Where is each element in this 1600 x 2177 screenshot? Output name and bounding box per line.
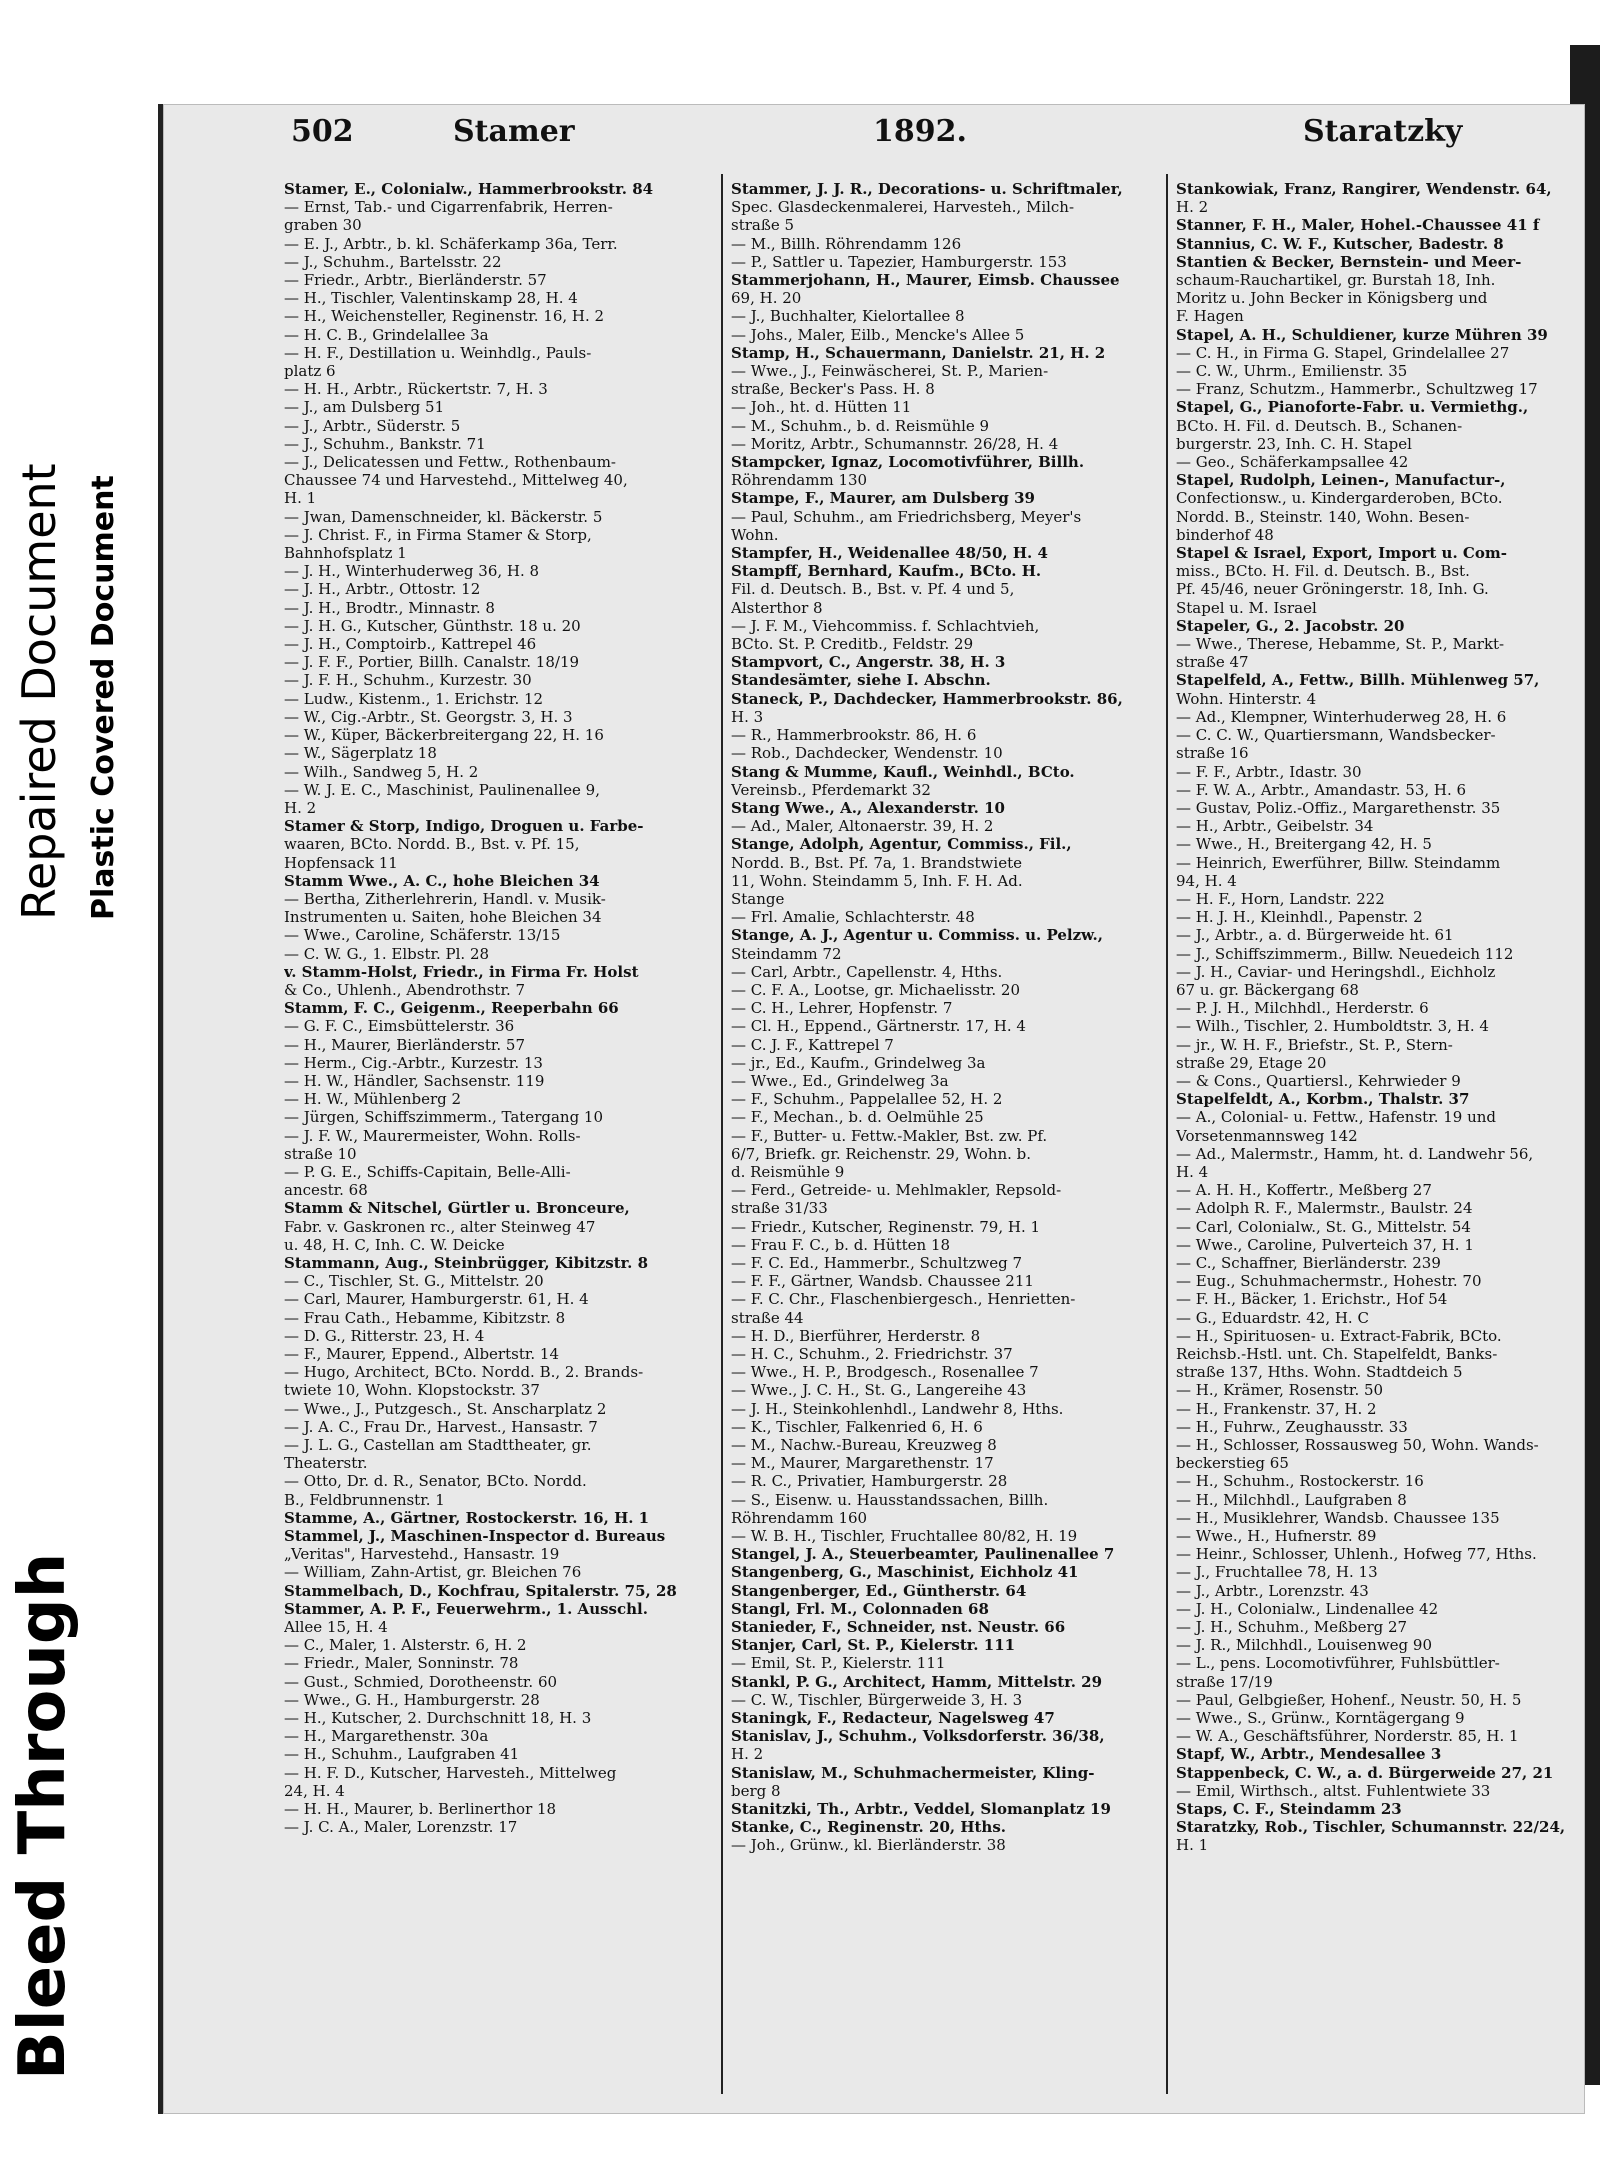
directory-entry: straße 16: [1176, 744, 1249, 763]
directory-entry: 24, H. 4: [284, 1781, 345, 1800]
directory-entry: — Rob., Dachdecker, Wendenstr. 10: [731, 744, 1003, 763]
directory-entry: Stamme, A., Gärtner, Rostockerstr. 16, H. 1: [284, 1508, 650, 1527]
directory-column-3: [1176, 180, 1585, 2110]
directory-entry: straße 5: [731, 216, 795, 235]
directory-entry: Stanjer, Carl, St. P., Kielerstr. 111: [731, 1636, 1016, 1655]
directory-entry: straße 10: [284, 1144, 357, 1163]
directory-entry: — J. H., Comptoirb., Kattrepel 46: [284, 635, 537, 654]
directory-entry: Stammelbach, D., Kochfrau, Spitalerstr. 75, 28: [284, 1581, 677, 1600]
directory-entry: — Herm., Cig.-Arbtr., Kurzestr. 13: [284, 1053, 543, 1072]
directory-entry: — H., Milchhdl., Laufgraben 8: [1176, 1490, 1407, 1509]
directory-entry: „Veritas", Harvestehd., Hansastr. 19: [284, 1545, 560, 1564]
directory-entry: — Frl. Amalie, Schlachterstr. 48: [731, 908, 975, 927]
directory-entry: Stankl, P. G., Architect, Hamm, Mittelstr. 29: [731, 1672, 1103, 1691]
directory-entry: Stapel, Rudolph, Leinen-, Manufactur-,: [1176, 471, 1506, 490]
directory-entry: — Wwe., S., Grünw., Korntägergang 9: [1176, 1709, 1465, 1728]
directory-entry: platz 6: [284, 362, 336, 381]
directory-entry: Chaussee 74 und Harvestehd., Mittelweg 40,: [284, 471, 628, 490]
directory-entry: — J. A. C., Frau Dr., Harvest., Hansastr. 7: [284, 1417, 598, 1436]
directory-entry: — jr., Ed., Kaufm., Grindelweg 3a: [731, 1053, 986, 1072]
header-last-name: Staratzky: [1303, 114, 1463, 149]
directory-entry: — J., Schuhm., Bartelsstr. 22: [284, 252, 502, 271]
directory-entry: Reichsb.-Hstl. unt. Ch. Stapelfeldt, Banks-: [1176, 1345, 1498, 1363]
directory-entry: — J. R., Milchhdl., Louisenweg 90: [1176, 1636, 1432, 1655]
directory-entry: & Co., Uhlenh., Abendrothstr. 7: [284, 980, 526, 999]
directory-entry: — H., Kutscher, 2. Durchschnitt 18, H. 3: [284, 1709, 592, 1728]
directory-entry: — F. F., Arbtr., Idastr. 30: [1176, 762, 1362, 781]
directory-entry: — C. W., Tischler, Bürgerweide 3, H. 3: [731, 1690, 1023, 1709]
directory-entry: Hopfensack 11: [284, 853, 398, 872]
directory-entry: Vorsetenmannsweg 142: [1176, 1126, 1358, 1145]
directory-entry: — Wwe., J. C. H., St. G., Langereihe 43: [731, 1381, 1027, 1400]
directory-entry: — Franz, Schutzm., Hammerbr., Schultzweg 17: [1176, 380, 1538, 399]
directory-entry: — P., Sattler u. Tapezier, Hamburgerstr. 153: [731, 252, 1067, 271]
directory-entry: — J., Schuhm., Bankstr. 71: [284, 434, 486, 453]
directory-entry: Stapel & Israel, Export, Import u. Com-: [1176, 544, 1507, 563]
directory-entry: — L., pens. Locomotivführer, Fuhlsbüttler-: [1176, 1654, 1500, 1673]
column-divider: [721, 174, 723, 2094]
directory-entry: Stampcker, Ignaz, Locomotivführer, Billh.: [731, 453, 1085, 472]
directory-entry: straße 29, Etage 20: [1176, 1053, 1327, 1072]
directory-entry: Stapelfeld, A., Fettw., Billh. Mühlenweg 57,: [1176, 671, 1540, 690]
directory-entry: straße 137, Hths. Wohn. Stadtdeich 5: [1176, 1363, 1463, 1382]
directory-entry: d. Reismühle 9: [731, 1162, 845, 1181]
directory-entry: — Wwe., H., Hufnerstr. 89: [1176, 1527, 1377, 1546]
directory-entry: — J., Arbtr., Lorenzstr. 43: [1176, 1581, 1369, 1600]
directory-entry: — C. F. A., Lootse, gr. Michaelisstr. 20: [731, 980, 1021, 999]
directory-entry: straße 44: [731, 1308, 804, 1327]
directory-entry: — G., Eduardstr. 42, H. C: [1176, 1308, 1369, 1327]
directory-entry: — J., Schiffszimmerm., Billw. Neuedeich 112: [1176, 944, 1514, 963]
directory-entry: straße 47: [1176, 653, 1249, 672]
label-bleed-through: Bleed Through: [6, 1552, 80, 2080]
directory-entry: Wohn. Hinterstr. 4: [1176, 689, 1317, 708]
directory-entry: Stapel, G., Pianoforte-Fabr. u. Vermiethg.,: [1176, 398, 1529, 417]
directory-entry: schaum-Rauchartikel, gr. Burstah 18, Inh.: [1176, 271, 1496, 290]
directory-entry: — Wwe., Ed., Grindelweg 3a: [731, 1071, 949, 1090]
directory-entry: Röhrendamm 130: [731, 471, 868, 490]
directory-entry: — H., Maurer, Bierländerstr. 57: [284, 1035, 526, 1054]
directory-entry: Stang Wwe., A., Alexanderstr. 10: [731, 798, 1005, 817]
directory-entry: Instrumenten u. Saiten, hohe Bleichen 34: [284, 908, 602, 927]
directory-entry: — J., Arbtr., Süderstr. 5: [284, 416, 461, 435]
directory-entry: — Friedr., Arbtr., Bierländerstr. 57: [284, 271, 547, 290]
page-header: [163, 114, 1585, 154]
directory-entry: Stammerjohann, H., Maurer, Eimsb. Chaussee: [731, 271, 1120, 290]
directory-entry: — Emil, St. P., Kielerstr. 111: [731, 1654, 946, 1673]
directory-entry: Theaterstr.: [284, 1454, 368, 1473]
directory-entry: — H. J. H., Kleinhdl., Papenstr. 2: [1176, 908, 1423, 927]
directory-entry: — J. F. F., Portier, Billh. Canalstr. 18/19: [284, 653, 580, 672]
directory-entry: — Paul, Gelbgießer, Hohenf., Neustr. 50, H. 5: [1176, 1690, 1522, 1709]
directory-entry: 6/7, Briefk. gr. Reichenstr. 29, Wohn. b.: [731, 1144, 1032, 1163]
directory-entry: — J. F. H., Schuhm., Kurzestr. 30: [284, 671, 532, 690]
directory-entry: — J. H., Schuhm., Meßberg 27: [1176, 1618, 1408, 1637]
directory-entry: — K., Tischler, Falkenried 6, H. 6: [731, 1417, 983, 1436]
directory-entry: — Hugo, Architect, BCto. Nordd. B., 2. Brands-: [284, 1363, 644, 1382]
directory-entry: Steindamm 72: [731, 944, 842, 963]
directory-entry: — Wwe., Therese, Hebamme, St. P., Markt-: [1176, 635, 1505, 654]
directory-entry: — Johs., Maler, Eilb., Mencke's Allee 5: [731, 325, 1025, 344]
directory-entry: 94, H. 4: [1176, 871, 1237, 890]
directory-entry: — Jwan, Damenschneider, kl. Bäckerstr. 5: [284, 507, 603, 526]
directory-entry: Stampfer, H., Weidenallee 48/50, H. 4: [731, 544, 1048, 563]
column-divider: [1166, 174, 1168, 2094]
directory-entry: — H. F., Destillation u. Weinhdlg., Pauls-: [284, 343, 592, 362]
directory-entry: — H., Weichensteller, Reginenstr. 16, H. 2: [284, 307, 605, 326]
directory-entry: Stampe, F., Maurer, am Dulsberg 39: [731, 489, 1035, 508]
directory-entry: — F., Maurer, Eppend., Albertstr. 14: [284, 1345, 559, 1363]
directory-entry: Stammer, A. P. F., Feuerwehrm., 1. Ausschl.: [284, 1599, 648, 1618]
directory-entry: — P. J. H., Milchhdl., Herderstr. 6: [1176, 999, 1429, 1018]
directory-entry: — Gustav, Poliz.-Offiz., Margarethenstr. 35: [1176, 798, 1501, 817]
directory-entry: — Gust., Schmied, Dorotheenstr. 60: [284, 1672, 558, 1691]
directory-entry: — H., Fuhrw., Zeughausstr. 33: [1176, 1417, 1408, 1436]
directory-entry: — M., Billh. Röhrendamm 126: [731, 234, 962, 253]
directory-entry: Bahnhofsplatz 1: [284, 544, 407, 563]
directory-entry: — C. W., Uhrm., Emilienstr. 35: [1176, 362, 1408, 381]
directory-column-1: [284, 180, 716, 2110]
directory-entry: — Ad., Malermstr., Hamm, ht. d. Landwehr 56,: [1176, 1144, 1534, 1163]
directory-entry: — Wilh., Tischler, 2. Humboldtstr. 3, H. 4: [1176, 1017, 1489, 1036]
directory-entry: ancestr. 68: [284, 1181, 368, 1200]
directory-entry: Stanner, F. H., Maler, Hohel.-Chaussee 41 f: [1176, 216, 1540, 235]
directory-entry: Stanislaw, M., Schuhmachermeister, Kling-: [731, 1763, 1095, 1782]
directory-entry: twiete 10, Wohn. Klopstockstr. 37: [284, 1381, 540, 1400]
directory-entry: — F. H., Bäcker, 1. Erichstr., Hof 54: [1176, 1290, 1448, 1309]
directory-entry: — & Cons., Quartiersl., Kehrwieder 9: [1176, 1071, 1461, 1090]
directory-entry: Moritz u. John Becker in Königsberg und: [1176, 289, 1488, 308]
directory-entry: — Cl. H., Eppend., Gärtnerstr. 17, H. 4: [731, 1017, 1026, 1036]
directory-entry: — Ferd., Getreide- u. Mehlmakler, Repsold-: [731, 1181, 1062, 1200]
directory-entry: Staps, C. F., Steindamm 23: [1176, 1800, 1402, 1819]
directory-entry: Stangl, Frl. M., Colonnaden 68: [731, 1599, 989, 1618]
directory-entry: H. 2: [731, 1745, 764, 1764]
directory-entry: — F., Mechan., b. d. Oelmühle 25: [731, 1108, 984, 1127]
directory-entry: — D. G., Ritterstr. 23, H. 4: [284, 1326, 485, 1345]
directory-entry: beckerstieg 65: [1176, 1454, 1289, 1473]
directory-entry: Stange: [731, 889, 785, 908]
directory-entry: H. 4: [1176, 1162, 1209, 1181]
directory-entry: — Frau F. C., b. d. Hütten 18: [731, 1235, 951, 1254]
directory-entry: Stangel, J. A., Steuerbeamter, Paulinenallee 7: [731, 1545, 1115, 1564]
directory-entry: Stamp, H., Schauermann, Danielstr. 21, H. 2: [731, 343, 1106, 362]
directory-entry: Nordd. B., Bst. Pf. 7a, 1. Brandstwiete: [731, 853, 1022, 872]
directory-entry: — Carl, Arbtr., Capellenstr. 4, Hths.: [731, 962, 1003, 981]
directory-entry: — Paul, Schuhm., am Friedrichsberg, Meyer's: [731, 507, 1082, 526]
label-repaired-document: Repaired Document: [12, 463, 66, 920]
directory-entry: H. 2: [284, 798, 317, 817]
directory-entry: — H. F. D., Kutscher, Harvesteh., Mittelweg: [284, 1763, 617, 1782]
directory-page: [158, 104, 1585, 2114]
directory-entry: 67 u. gr. Bäckergang 68: [1176, 980, 1359, 999]
directory-entry: — C. H., in Firma G. Stapel, Grindelallee 27: [1176, 343, 1510, 362]
directory-entry: — C., Maler, 1. Alsterstr. 6, H. 2: [284, 1636, 527, 1655]
directory-entry: — J., Buchhalter, Kielortallee 8: [731, 307, 965, 326]
directory-entry: — Adolph R. F., Malermstr., Baulstr. 24: [1176, 1199, 1473, 1218]
directory-entry: — J. H., Steinkohlenhdl., Landwehr 8, Hths.: [731, 1399, 1064, 1418]
directory-entry: — J., Delicatessen und Fettw., Rothenbaum-: [284, 453, 616, 472]
directory-entry: — Ad., Maler, Altonaerstr. 39, H. 2: [731, 817, 994, 836]
label-plastic-covered-document: Plastic Covered Document: [86, 475, 121, 920]
side-labels: [0, 380, 150, 2080]
directory-entry: Vereinsb., Pferdemarkt 32: [731, 780, 931, 799]
directory-entry: — H., Tischler, Valentinskamp 28, H. 4: [284, 289, 578, 308]
directory-entry: — F. W. A., Arbtr., Amandastr. 53, H. 6: [1176, 780, 1467, 799]
directory-entry: Stapeler, G., 2. Jacobstr. 20: [1176, 616, 1405, 635]
directory-entry: — H., Schuhm., Rostockerstr. 16: [1176, 1472, 1424, 1491]
directory-entry: Stang & Mumme, Kaufl., Weinhdl., BCto.: [731, 762, 1075, 781]
directory-entry: — H., Frankenstr. 37, H. 2: [1176, 1399, 1377, 1418]
directory-entry: — J. H., Colonialw., Lindenallee 42: [1176, 1599, 1439, 1618]
directory-entry: — Wwe., Caroline, Pulverteich 37, H. 1: [1176, 1235, 1474, 1254]
directory-entry: Confectionsw., u. Kindergarderoben, BCto.: [1176, 489, 1503, 508]
directory-entry: — F. C. Ed., Hammerbr., Schultzweg 7: [731, 1253, 1023, 1272]
directory-entry: — J. H., Winterhuderweg 36, H. 8: [284, 562, 540, 581]
directory-entry: straße 31/33: [731, 1199, 828, 1218]
directory-entry: Stanislav, J., Schuhm., Volksdorferstr. 36/38,: [731, 1727, 1105, 1746]
directory-entry: — J., Fruchtallee 78, H. 13: [1176, 1563, 1378, 1582]
directory-entry: — H. C. B., Grindelallee 3a: [284, 325, 489, 344]
directory-entry: Stamm Wwe., A. C., hohe Bleichen 34: [284, 871, 600, 890]
directory-entry: — R. C., Privatier, Hamburgerstr. 28: [731, 1472, 1008, 1491]
header-year: 1892.: [873, 114, 967, 149]
directory-entry: F. Hagen: [1176, 307, 1244, 326]
directory-entry: — Ernst, Tab.- und Cigarrenfabrik, Herren-: [284, 198, 613, 217]
directory-entry: Nordd. B., Steinstr. 140, Wohn. Besen-: [1176, 507, 1470, 526]
directory-entry: — C. W. G., 1. Elbstr. Pl. 28: [284, 944, 490, 963]
directory-entry: — F., Schuhm., Pappelallee 52, H. 2: [731, 1090, 1003, 1109]
directory-entry: miss., BCto. H. Fil. d. Deutsch. B., Bst.: [1176, 562, 1470, 581]
directory-entry: Stapel u. M. Israel: [1176, 598, 1317, 617]
directory-entry: Stampvort, C., Angerstr. 38, H. 3: [731, 653, 1006, 672]
directory-entry: Fil. d. Deutsch. B., Bst. v. Pf. 4 und 5,: [731, 580, 1015, 599]
directory-entry: — J., Arbtr., a. d. Bürgerweide ht. 61: [1176, 926, 1454, 945]
directory-entry: — Wwe., H. P., Brodgesch., Rosenallee 7: [731, 1363, 1039, 1382]
directory-entry: — Wwe., J., Feinwäscherei, St. P., Marien-: [731, 362, 1049, 381]
directory-entry: — Jürgen, Schiffszimmerm., Tatergang 10: [284, 1108, 604, 1127]
directory-entry: berg 8: [731, 1781, 781, 1800]
directory-entry: — jr., W. H. F., Briefstr., St. P., Stern-: [1176, 1035, 1453, 1054]
directory-entry: B., Feldbrunnenstr. 1: [284, 1490, 445, 1509]
directory-entry: — W. A., Geschäftsführer, Norderstr. 85, H. 1: [1176, 1727, 1519, 1746]
directory-entry: BCto. St. P. Creditb., Feldstr. 29: [731, 635, 974, 654]
directory-entry: — H. D., Bierführer, Herderstr. 8: [731, 1326, 981, 1345]
directory-entry: binderhof 48: [1176, 525, 1274, 544]
directory-entry: — J. F. W., Maurermeister, Wohn. Rolls-: [284, 1126, 581, 1145]
directory-entry: — W. J. E. C., Maschinist, Paulinenallee 9,: [284, 780, 600, 799]
directory-entry: BCto. H. Fil. d. Deutsch. B., Schanen-: [1176, 416, 1463, 435]
directory-entry: H. 1: [1176, 1836, 1209, 1855]
directory-entry: — Emil, Wirthsch., altst. Fuhlentwiete 33: [1176, 1781, 1491, 1800]
directory-entry: — J. H., Brodtr., Minnastr. 8: [284, 598, 495, 617]
directory-entry: — H. W., Händler, Sachsenstr. 119: [284, 1071, 545, 1090]
directory-entry: — Eug., Schuhmachermstr., Hohestr. 70: [1176, 1272, 1482, 1291]
directory-entry: Stammann, Aug., Steinbrügger, Kibitzstr. 8: [284, 1253, 649, 1272]
directory-entry: — H., Musiklehrer, Wandsb. Chaussee 135: [1176, 1508, 1500, 1527]
directory-entry: — C. H., Lehrer, Hopfenstr. 7: [731, 999, 953, 1018]
directory-entry: — A., Colonial- u. Fettw., Hafenstr. 19 und: [1176, 1108, 1497, 1127]
directory-entry: — Ad., Klempner, Winterhuderweg 28, H. 6: [1176, 707, 1507, 726]
directory-entry: — C. J. F., Kattrepel 7: [731, 1035, 894, 1054]
directory-entry: — R., Hammerbrookstr. 86, H. 6: [731, 726, 977, 745]
directory-entry: Staneck, P., Dachdecker, Hammerbrookstr. 86,: [731, 689, 1123, 708]
directory-entry: — J. H. G., Kutscher, Günthstr. 18 u. 20: [284, 616, 581, 635]
directory-entry: — J. C. A., Maler, Lorenzstr. 17: [284, 1818, 518, 1837]
directory-entry: u. 48, H. C, Inh. C. W. Deicke: [284, 1235, 505, 1254]
directory-entry: — J., am Dulsberg 51: [284, 398, 445, 417]
directory-entry: v. Stamm-Holst, Friedr., in Firma Fr. Holst: [284, 962, 639, 981]
directory-entry: — Frau Cath., Hebamme, Kibitzstr. 8: [284, 1308, 566, 1327]
directory-entry: burgerstr. 23, Inh. C. H. Stapel: [1176, 434, 1412, 453]
directory-entry: — M., Nachw.-Bureau, Kreuzweg 8: [731, 1436, 997, 1455]
directory-entry: — Wwe., J., Putzgesch., St. Anscharplatz 2: [284, 1399, 607, 1418]
directory-entry: — Geo., Schäferkampsallee 42: [1176, 453, 1409, 472]
directory-entry: Stammel, J., Maschinen-Inspector d. Bureaus: [284, 1527, 666, 1546]
directory-entry: Wohn.: [731, 525, 779, 544]
directory-entry: Stantien & Becker, Bernstein- und Meer-: [1176, 252, 1522, 271]
directory-entry: — W., Sägerplatz 18: [284, 744, 437, 763]
directory-entry: Stannius, C. W. F., Kutscher, Badestr. 8: [1176, 234, 1504, 253]
directory-entry: — M., Schuhm., b. d. Reismühle 9: [731, 416, 990, 435]
directory-entry: — H. H., Maurer, b. Berlinerthor 18: [284, 1800, 557, 1819]
header-first-name: Stamer: [453, 114, 575, 149]
directory-entry: — Joh., ht. d. Hütten 11: [731, 398, 912, 417]
directory-entry: — M., Maurer, Margarethenstr. 17: [731, 1454, 994, 1473]
directory-entry: 11, Wohn. Steindamm 5, Inh. F. H. Ad.: [731, 871, 1023, 890]
directory-entry: Standesämter, siehe I. Abschn.: [731, 671, 991, 690]
directory-entry: — H. C., Schuhm., 2. Friedrichstr. 37: [731, 1345, 1013, 1363]
directory-entry: — Ludw., Kistenm., 1. Erichstr. 12: [284, 689, 544, 708]
directory-entry: — A. H. H., Koffertr., Meßberg 27: [1176, 1181, 1432, 1200]
directory-entry: — H. F., Horn, Landstr. 222: [1176, 889, 1385, 908]
directory-entry: waaren, BCto. Nordd. B., Bst. v. Pf. 15,: [284, 835, 580, 854]
directory-entry: Stapf, W., Arbtr., Mendesallee 3: [1176, 1745, 1442, 1764]
directory-entry: — Wilh., Sandweg 5, H. 2: [284, 762, 479, 781]
directory-entry: — Friedr., Kutscher, Reginenstr. 79, H. 1: [731, 1217, 1041, 1236]
directory-entry: — P. G. E., Schiffs-Capitain, Belle-Alli-: [284, 1162, 571, 1181]
directory-entry: Stapel, A. H., Schuldiener, kurze Mühren 39: [1176, 325, 1548, 344]
directory-column-2: [731, 180, 1163, 2110]
directory-entry: — S., Eisenw. u. Hausstandssachen, Billh.: [731, 1490, 1049, 1509]
directory-entry: — H., Margarethenstr. 30a: [284, 1727, 489, 1746]
directory-entry: — Carl, Colonialw., St. G., Mittelstr. 54: [1176, 1217, 1471, 1236]
directory-entry: Stamer & Storp, Indigo, Droguen u. Farbe-: [284, 817, 644, 836]
directory-entry: — F. C. Chr., Flaschenbiergesch., Henrietten-: [731, 1290, 1076, 1309]
directory-entry: Allee 15, H. 4: [284, 1618, 388, 1637]
directory-entry: — Wwe., H., Breitergang 42, H. 5: [1176, 835, 1432, 854]
directory-entry: — Friedr., Maler, Sonninstr. 78: [284, 1654, 519, 1673]
directory-entry: Stangenberger, Ed., Güntherstr. 64: [731, 1581, 1027, 1600]
directory-entry: — G. F. C., Eimsbüttelerstr. 36: [284, 1017, 515, 1036]
directory-entry: Stanitzki, Th., Arbtr., Veddel, Slomanplatz 19: [731, 1800, 1111, 1819]
directory-entry: straße, Becker's Pass. H. 8: [731, 380, 935, 399]
directory-entry: — F., Butter- u. Fettw.-Makler, Bst. zw. Pf.: [731, 1126, 1048, 1145]
directory-entry: Fabr. v. Gaskronen rc., alter Steinweg 47: [284, 1217, 596, 1236]
directory-entry: Röhrendamm 160: [731, 1508, 868, 1527]
directory-entry: Stammer, J. J. R., Decorations- u. Schriftmaler,: [731, 180, 1123, 198]
directory-entry: — Wwe., Caroline, Schäferstr. 13/15: [284, 926, 561, 945]
directory-entry: — H., Arbtr., Geibelstr. 34: [1176, 817, 1374, 836]
directory-entry: — Wwe., G. H., Hamburgerstr. 28: [284, 1690, 540, 1709]
directory-entry: Stamm, F. C., Geigenm., Reeperbahn 66: [284, 999, 619, 1018]
directory-entry: — Bertha, Zitherlehrerin, Handl. v. Musik-: [284, 889, 606, 908]
directory-entry: Stamm & Nitschel, Gürtler u. Bronceure,: [284, 1199, 630, 1218]
page-number: 502: [291, 114, 354, 149]
directory-entry: Stankowiak, Franz, Rangirer, Wendenstr. 64,: [1176, 180, 1552, 198]
directory-entry: Stange, A. J., Agentur u. Commiss. u. Pelzw.,: [731, 926, 1103, 945]
directory-entry: — H., Schlosser, Rossausweg 50, Wohn. Wands-: [1176, 1436, 1539, 1455]
directory-entry: — H., Schuhm., Laufgraben 41: [284, 1745, 520, 1764]
directory-entry: — William, Zahn-Artist, gr. Bleichen 76: [284, 1563, 582, 1582]
directory-entry: graben 30: [284, 216, 362, 235]
directory-entry: — J. F. M., Viehcommiss. f. Schlachtvieh,: [731, 616, 1040, 635]
directory-entry: — H., Krämer, Rosenstr. 50: [1176, 1381, 1384, 1400]
directory-entry: Stapelfeldt, A., Korbm., Thalstr. 37: [1176, 1090, 1470, 1109]
directory-entry: Stampff, Bernhard, Kaufm., BCto. H.: [731, 562, 1042, 581]
directory-entry: Stanieder, F., Schneider, nst. Neustr. 66: [731, 1618, 1066, 1637]
directory-entry: Stappenbeck, C. W., a. d. Bürgerweide 27, 21: [1176, 1763, 1554, 1782]
directory-entry: — J. H., Arbtr., Ottostr. 12: [284, 580, 481, 599]
directory-entry: — C., Tischler, St. G., Mittelstr. 20: [284, 1272, 544, 1291]
directory-entry: — H. W., Mühlenberg 2: [284, 1090, 462, 1109]
directory-entry: H. 1: [284, 489, 317, 508]
directory-entry: — J. H., Caviar- und Heringshdl., Eichholz: [1176, 962, 1496, 981]
directory-entry: Stangenberg, G., Maschinist, Eichholz 41: [731, 1563, 1079, 1582]
directory-entry: Pf. 45/46, neuer Gröningerstr. 18, Inh. G.: [1176, 580, 1489, 599]
directory-entry: Stange, Adolph, Agentur, Commiss., Fil.,: [731, 835, 1072, 854]
directory-entry: — Heinrich, Ewerführer, Billw. Steindamm: [1176, 853, 1501, 872]
directory-entry: — Otto, Dr. d. R., Senator, BCto. Nordd.: [284, 1472, 587, 1491]
directory-entry: — W., Küper, Bäckerbreitergang 22, H. 16: [284, 726, 604, 745]
directory-entry: Staningk, F., Redacteur, Nagelsweg 47: [731, 1709, 1055, 1728]
directory-entry: — C. C. W., Quartiersmann, Wandsbecker-: [1176, 726, 1496, 745]
directory-entry: — J. L. G., Castellan am Stadttheater, gr.: [284, 1436, 592, 1455]
directory-entry: H. 2: [1176, 198, 1209, 217]
directory-entry: — H., Spirituosen- u. Extract-Fabrik, BCto.: [1176, 1326, 1502, 1345]
directory-entry: Stamer, E., Colonialw., Hammerbrookstr. 84: [284, 180, 654, 198]
directory-entry: — Heinr., Schlosser, Uhlenh., Hofweg 77, Hths.: [1176, 1545, 1537, 1564]
directory-entry: — C., Schaffner, Bierländerstr. 239: [1176, 1253, 1441, 1272]
directory-entry: — H. H., Arbtr., Rückertstr. 7, H. 3: [284, 380, 548, 399]
directory-entry: straße 17/19: [1176, 1672, 1273, 1691]
directory-entry: — J. Christ. F., in Firma Stamer & Storp,: [284, 525, 592, 544]
directory-entry: — Carl, Maurer, Hamburgerstr. 61, H. 4: [284, 1290, 589, 1309]
directory-entry: — E. J., Arbtr., b. kl. Schäferkamp 36a, Terr.: [284, 234, 618, 253]
directory-entry: — W. B. H., Tischler, Fruchtallee 80/82, H. 19: [731, 1527, 1078, 1546]
directory-entry: Spec. Glasdeckenmalerei, Harvesteh., Milch-: [731, 198, 1075, 217]
directory-entry: Stanke, C., Reginenstr. 20, Hths.: [731, 1818, 1006, 1837]
directory-entry: — Moritz, Arbtr., Schumannstr. 26/28, H. 4: [731, 434, 1059, 453]
directory-entry: Staratzky, Rob., Tischler, Schumannstr. 22/24,: [1176, 1818, 1566, 1837]
directory-entry: — Joh., Grünw., kl. Bierländerstr. 38: [731, 1836, 1006, 1855]
directory-entry: — F. F., Gärtner, Wandsb. Chaussee 211: [731, 1272, 1034, 1291]
directory-entry: Alsterthor 8: [731, 598, 823, 617]
directory-entry: — W., Cig.-Arbtr., St. Georgstr. 3, H. 3: [284, 707, 573, 726]
directory-entry: 69, H. 20: [731, 289, 802, 308]
directory-entry: H. 3: [731, 707, 764, 726]
